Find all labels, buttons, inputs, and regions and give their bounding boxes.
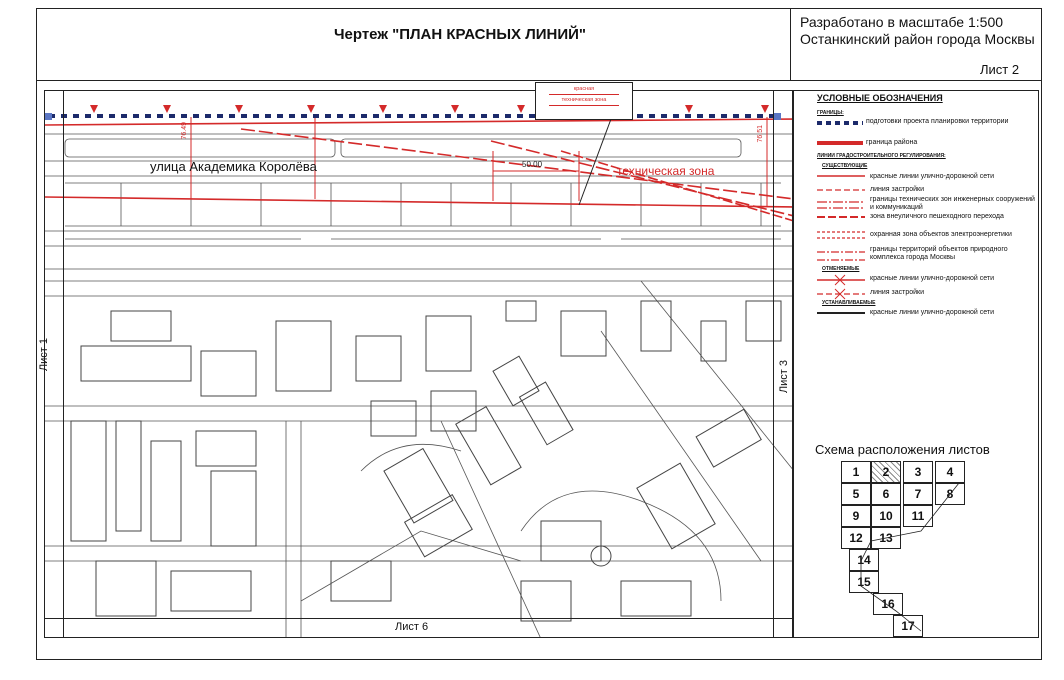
- sheet-ref-left[interactable]: Лист 1: [38, 338, 50, 372]
- sheet-cell-17[interactable]: 17: [893, 615, 923, 637]
- legend-cancelled-header: ОТМЕНЯЕМЫЕ: [822, 266, 860, 272]
- legend-established-symbol: [815, 308, 867, 318]
- sheet-scheme-boundary: [841, 461, 966, 641]
- red-markers: [90, 105, 769, 113]
- legend-border-project: подготовки проекта планировки территории: [866, 118, 1009, 125]
- street-label: улица Академика Королёва: [150, 159, 317, 174]
- legend-cancelled-1: красные линии улично-дорожной сети: [870, 275, 995, 282]
- map-bottom-band: [44, 618, 793, 619]
- legend-title: УСЛОВНЫЕ ОБОЗНАЧЕНИЯ: [817, 93, 943, 103]
- sheet-cell-8[interactable]: 8: [935, 483, 965, 505]
- map-right-band: [773, 90, 774, 638]
- legend-cancelled-2: линия застройки: [870, 289, 924, 296]
- callout-line2: техническая зона: [561, 97, 607, 103]
- sheet-cell-14[interactable]: 14: [849, 549, 879, 571]
- sheet-cell-10[interactable]: 10: [871, 505, 901, 527]
- sheet-number: Лист 2: [980, 62, 1020, 77]
- sheet-ref-right[interactable]: Лист 3: [778, 360, 790, 394]
- legend-existing-4: зона внеуличного пешеходного перехода: [870, 213, 1004, 220]
- legend-established-1: красные линии улично-дорожной сети: [870, 309, 995, 316]
- sheet-cell-5[interactable]: 5: [841, 483, 871, 505]
- callout-box: [535, 82, 633, 120]
- project-border: [45, 113, 781, 120]
- sheet-cell-16[interactable]: 16: [873, 593, 903, 615]
- title-divider: [790, 8, 791, 80]
- legend-existing-6: границы территорий объектов природного комплекса города Москвы: [870, 246, 1008, 261]
- legend-borders-header: ГРАНИЦЫ:: [817, 110, 844, 116]
- buildings: [71, 301, 781, 621]
- legend-existing-1: красные линии улично-дорожной сети: [870, 173, 995, 180]
- sheet-cell-13[interactable]: 13: [871, 527, 901, 549]
- scale-text: Разработано в масштабе 1:500: [800, 14, 1004, 30]
- legend-border-symbols: [815, 117, 865, 153]
- legend-existing-header: СУЩЕСТВУЮЩИЕ: [822, 163, 868, 169]
- dimension-left: 76.49: [181, 122, 188, 140]
- legend-established-header: УСТАНАВЛИВАЕМЫЕ: [822, 300, 876, 306]
- callout-leader: [579, 119, 611, 205]
- sheet-cell-1[interactable]: 1: [841, 461, 871, 483]
- sheet-cell-4[interactable]: 4: [935, 461, 965, 483]
- legend-lines-header: ЛИНИИ ГРАДОСТРОИТЕЛЬНОГО РЕГУЛИРОВАНИЯ:: [817, 153, 946, 159]
- legend-existing-3: границы технических зон инженерных сооружений и коммуникаций: [870, 196, 1035, 211]
- road-outlines: [45, 134, 793, 638]
- dimension-right: 76.51: [757, 125, 764, 143]
- sheet-ref-bottom[interactable]: Лист 6: [395, 621, 429, 633]
- sheet-cell-12[interactable]: 12: [841, 527, 871, 549]
- district-text: Останкинский район города Москвы: [800, 31, 1035, 47]
- legend-cancelled-symbols: [815, 272, 867, 302]
- legend-existing-2: линия застройки: [870, 186, 924, 193]
- callout-rule: [549, 94, 619, 95]
- sheet-cell-6[interactable]: 6: [871, 483, 901, 505]
- sheet-cell-15[interactable]: 15: [849, 571, 879, 593]
- map-left-band: [63, 90, 64, 638]
- dimension-50: 50.00: [522, 160, 543, 169]
- sheet-cell-3[interactable]: 3: [903, 461, 933, 483]
- sheet-cell-2-current[interactable]: 2: [871, 461, 901, 483]
- callout-line1: красная: [573, 86, 595, 92]
- tech-zone-label: техническая зона: [617, 164, 715, 178]
- legend-existing-5: охранная зона объектов электроэнергетики: [870, 231, 1012, 238]
- sheet-scheme-title: Схема расположения листов: [815, 442, 990, 457]
- sheet-cell-11[interactable]: 11: [903, 505, 933, 527]
- sheet-cell-9[interactable]: 9: [841, 505, 871, 527]
- scale-info: [800, 14, 1035, 48]
- title-separator: [36, 80, 1042, 81]
- sheet-cell-7[interactable]: 7: [903, 483, 933, 505]
- legend-border-district: граница района: [866, 139, 918, 146]
- callout-rule-2: [549, 105, 619, 106]
- drawing-title: Чертеж "ПЛАН КРАСНЫХ ЛИНИЙ": [333, 26, 587, 43]
